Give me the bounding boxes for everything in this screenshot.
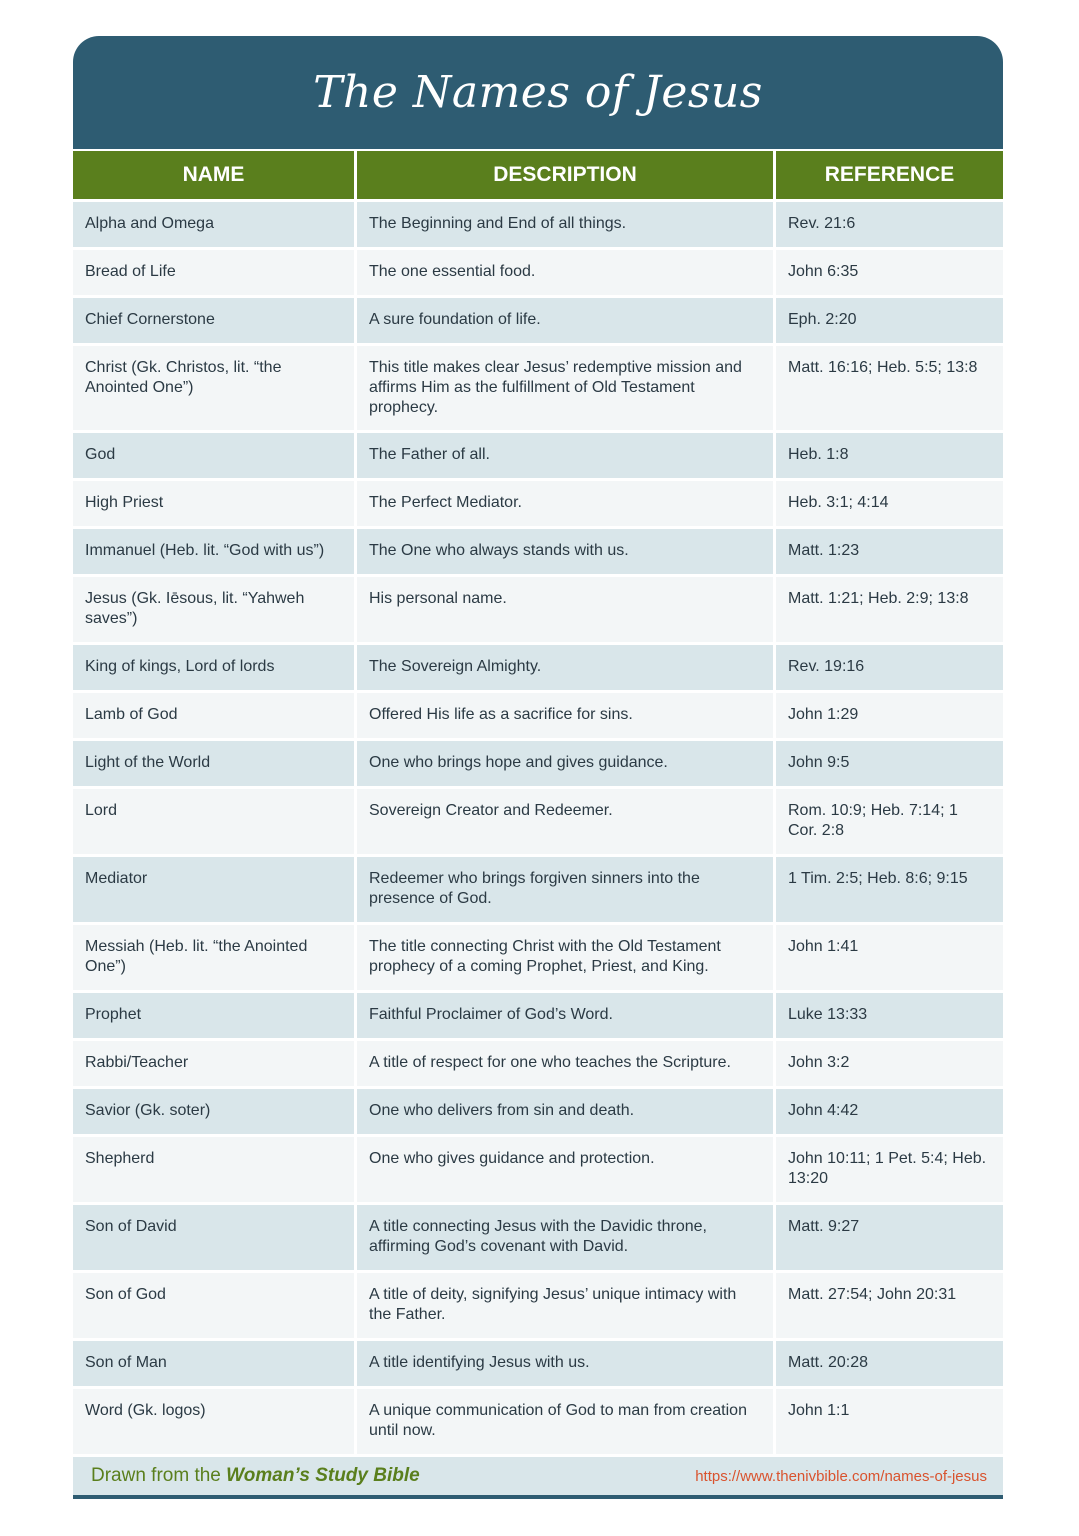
- cell-description: A unique communication of God to man from creation until now.: [357, 1386, 776, 1454]
- cell-description: One who brings hope and gives guidance.: [357, 738, 776, 786]
- cell-description: Redeemer who brings forgiven sinners into the presence of God.: [357, 854, 776, 922]
- cell-name: Christ (Gk. Christos, lit. “the Anointed One”): [73, 343, 357, 430]
- cell-name: King of kings, Lord of lords: [73, 642, 357, 690]
- table-row: [73, 526, 1003, 574]
- table-row: [73, 1270, 1003, 1338]
- cell-description: The One who always stands with us.: [357, 526, 776, 574]
- cell-name: Son of God: [73, 1270, 357, 1338]
- footer-credit-prefix: Drawn from the: [91, 1465, 227, 1486]
- table-row: [73, 690, 1003, 738]
- cell-name: Son of David: [73, 1202, 357, 1270]
- cell-description: One who delivers from sin and death.: [357, 1086, 776, 1134]
- table-row: [73, 478, 1003, 526]
- cell-description: A title of respect for one who teaches the Scripture.: [357, 1038, 776, 1086]
- cell-description: A title connecting Jesus with the Davidic throne, affirming God’s covenant with David.: [357, 1202, 776, 1270]
- footer-credit: [91, 1465, 420, 1487]
- cell-name: Word (Gk. logos): [73, 1386, 357, 1454]
- cell-description: A sure foundation of life.: [357, 295, 776, 343]
- header-name: NAME: [73, 149, 357, 199]
- cell-name: Chief Cornerstone: [73, 295, 357, 343]
- cell-description: The Sovereign Almighty.: [357, 642, 776, 690]
- footer-credit-source: Woman’s Study Bible: [226, 1465, 420, 1486]
- cell-reference: Heb. 1:8: [776, 430, 1003, 478]
- cell-name: Messiah (Heb. lit. “the Anointed One”): [73, 922, 357, 990]
- table-row: [73, 1086, 1003, 1134]
- cell-reference: Matt. 1:21; Heb. 2:9; 13:8: [776, 574, 1003, 642]
- cell-description: The Perfect Mediator.: [357, 478, 776, 526]
- table-row: [73, 430, 1003, 478]
- table-row: [73, 1386, 1003, 1454]
- table-row: [73, 1134, 1003, 1202]
- table-row: [73, 642, 1003, 690]
- cell-description: This title makes clear Jesus’ redemptive mission and affirms Him as the fulfillment of Old Testament prophecy.: [357, 343, 776, 430]
- cell-name: Bread of Life: [73, 247, 357, 295]
- cell-description: A title identifying Jesus with us.: [357, 1338, 776, 1386]
- cell-reference: John 1:1: [776, 1386, 1003, 1454]
- cell-description: Faithful Proclaimer of God’s Word.: [357, 990, 776, 1038]
- title-banner: [73, 36, 1003, 149]
- header-reference: REFERENCE: [776, 149, 1003, 199]
- cell-reference: Rev. 19:16: [776, 642, 1003, 690]
- cell-name: Immanuel (Heb. lit. “God with us”): [73, 526, 357, 574]
- cell-reference: John 3:2: [776, 1038, 1003, 1086]
- cell-description: Sovereign Creator and Redeemer.: [357, 786, 776, 854]
- cell-name: Lamb of God: [73, 690, 357, 738]
- table-row: [73, 247, 1003, 295]
- cell-name: Alpha and Omega: [73, 199, 357, 247]
- cell-reference: Rev. 21:6: [776, 199, 1003, 247]
- footer-url-link[interactable]: https://www.thenivbible.com/names-of-jesus: [695, 1467, 987, 1485]
- cell-reference: John 1:41: [776, 922, 1003, 990]
- cell-name: High Priest: [73, 478, 357, 526]
- cell-description: One who gives guidance and protection.: [357, 1134, 776, 1202]
- table-row: [73, 1202, 1003, 1270]
- cell-reference: 1 Tim. 2:5; Heb. 8:6; 9:15: [776, 854, 1003, 922]
- cell-reference: Heb. 3:1; 4:14: [776, 478, 1003, 526]
- cell-reference: Rom. 10:9; Heb. 7:14; 1 Cor. 2:8: [776, 786, 1003, 854]
- cell-reference: Luke 13:33: [776, 990, 1003, 1038]
- table-row: [73, 1038, 1003, 1086]
- cell-name: Mediator: [73, 854, 357, 922]
- header-description: DESCRIPTION: [357, 149, 776, 199]
- cell-reference: Matt. 1:23: [776, 526, 1003, 574]
- cell-name: Lord: [73, 786, 357, 854]
- cell-reference: Matt. 20:28: [776, 1338, 1003, 1386]
- page-title: The Names of Jesus: [313, 67, 763, 118]
- names-table: [73, 149, 1003, 1454]
- cell-name: Son of Man: [73, 1338, 357, 1386]
- cell-reference: John 6:35: [776, 247, 1003, 295]
- names-of-jesus-card: [73, 36, 1003, 1499]
- table-row: [73, 343, 1003, 430]
- table-row: [73, 990, 1003, 1038]
- table-row: [73, 738, 1003, 786]
- cell-description: The Father of all.: [357, 430, 776, 478]
- cell-reference: Eph. 2:20: [776, 295, 1003, 343]
- cell-description: A title of deity, signifying Jesus’ unique intimacy with the Father.: [357, 1270, 776, 1338]
- cell-description: The title connecting Christ with the Old Testament prophecy of a coming Prophet, Priest, and King.: [357, 922, 776, 990]
- cell-description: His personal name.: [357, 574, 776, 642]
- cell-reference: Matt. 27:54; John 20:31: [776, 1270, 1003, 1338]
- cell-name: Jesus (Gk. Iēsous, lit. “Yahweh saves”): [73, 574, 357, 642]
- cell-reference: Matt. 9:27: [776, 1202, 1003, 1270]
- cell-reference: John 10:11; 1 Pet. 5:4; Heb. 13:20: [776, 1134, 1003, 1202]
- table-header-row: [73, 149, 1003, 199]
- table-row: [73, 922, 1003, 990]
- cell-reference: John 4:42: [776, 1086, 1003, 1134]
- cell-name: Prophet: [73, 990, 357, 1038]
- table-row: [73, 199, 1003, 247]
- cell-description: The one essential food.: [357, 247, 776, 295]
- cell-reference: Matt. 16:16; Heb. 5:5; 13:8: [776, 343, 1003, 430]
- cell-name: Shepherd: [73, 1134, 357, 1202]
- table-row: [73, 574, 1003, 642]
- table-row: [73, 295, 1003, 343]
- footer-bar: [73, 1454, 1003, 1499]
- table-row: [73, 786, 1003, 854]
- cell-name: Light of the World: [73, 738, 357, 786]
- cell-name: Rabbi/Teacher: [73, 1038, 357, 1086]
- cell-description: The Beginning and End of all things.: [357, 199, 776, 247]
- cell-reference: John 1:29: [776, 690, 1003, 738]
- cell-name: Savior (Gk. soter): [73, 1086, 357, 1134]
- cell-description: Offered His life as a sacrifice for sins.: [357, 690, 776, 738]
- table-row: [73, 1338, 1003, 1386]
- cell-reference: John 9:5: [776, 738, 1003, 786]
- cell-name: God: [73, 430, 357, 478]
- table-row: [73, 854, 1003, 922]
